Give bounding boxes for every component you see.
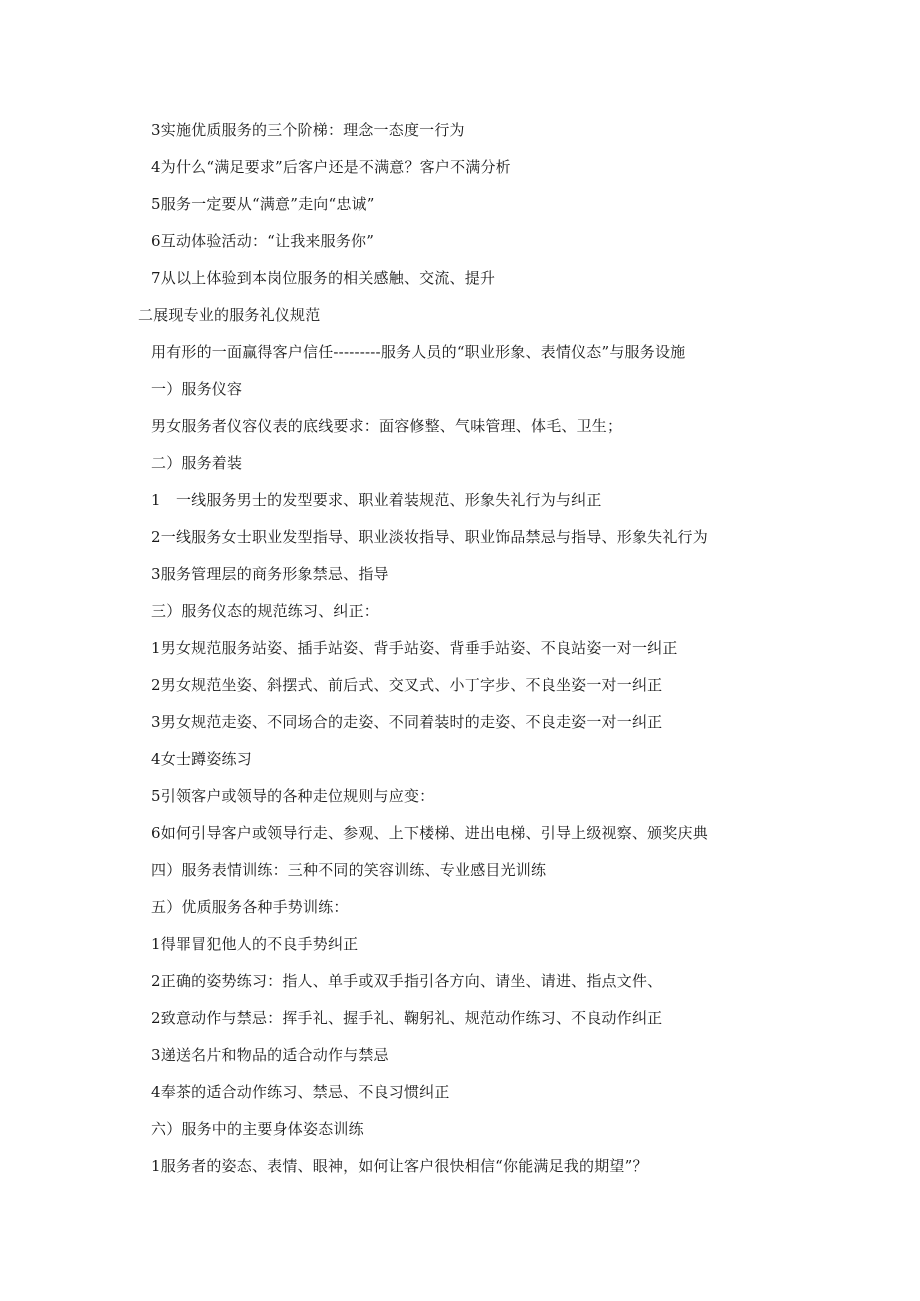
subsection-heading: 六）服务中的主要身体姿态训练 [151, 1120, 364, 1138]
text-line: 3递送名片和物品的适合动作与禁忌 [151, 1046, 389, 1064]
text-line: 3实施优质服务的三个阶梯：理念一态度一行为 [151, 121, 465, 139]
text-line: 1服务者的姿态、表情、眼神，如何让客户很快相信“你能满足我的期望”？ [151, 1157, 648, 1175]
text-line: 5引领客户或领导的各种走位规则与应变： [151, 787, 435, 805]
text-line: 2男女规范坐姿、斜摆式、前后式、交叉式、小丁字步、不良坐姿一对一纠正 [151, 676, 663, 694]
subsection-heading: 二）服务着装 [151, 454, 243, 472]
text-line: 4女士蹲姿练习 [151, 750, 252, 768]
text-line: 2一线服务女士职业发型指导、职业淡妆指导、职业饰品禁忌与指导、形象失礼行为 [151, 528, 708, 546]
text-line: 2致意动作与禁忌：挥手礼、握手礼、鞠躬礼、规范动作练习、不良动作纠正 [151, 1009, 663, 1027]
text-line: 1 一线服务男士的发型要求、职业着装规范、形象失礼行为与纠正 [151, 491, 602, 509]
text-line: 用有形的一面赢得客户信任---------服务人员的“职业形象、表情仪态”与服务设施 [151, 343, 686, 361]
text-line: 3男女规范走姿、不同场合的走姿、不同着装时的走姿、不良走姿一对一纠正 [151, 713, 663, 731]
text-line: 1男女规范服务站姿、插手站姿、背手站姿、背垂手站姿、不良站姿一对一纠正 [151, 639, 678, 657]
text-line: 7从以上体验到本岗位服务的相关感触、交流、提升 [151, 269, 496, 287]
text-line: 3服务管理层的商务形象禁忌、指导 [151, 565, 389, 583]
text-line: 6互动体验活动：“让我来服务你” [151, 232, 375, 250]
text-line: 4为什么“满足要求”后客户还是不满意？客户不满分析 [151, 158, 511, 176]
text-line: 4奉茶的适合动作练习、禁忌、不良习惯纠正 [151, 1083, 450, 1101]
text-line: 男女服务者仪容仪表的底线要求：面容修整、气味管理、体毛、卫生； [151, 417, 623, 435]
section-heading: 二展现专业的服务礼仪规范 [138, 306, 321, 324]
subsection-heading: 四）服务表情训练：三种不同的笑容训练、专业感目光训练 [151, 861, 547, 879]
text-line: 1得罪冒犯他人的不良手势纠正 [151, 935, 359, 953]
text-line: 5服务一定要从“满意”走向“忠诚” [151, 195, 375, 213]
subsection-heading: 三）服务仪态的规范练习、纠正： [151, 602, 380, 620]
text-line: 2正确的姿势练习：指人、单手或双手指引各方向、请坐、请进、指点文件、 [151, 972, 663, 990]
subsection-heading: 五）优质服务各种手势训练： [151, 898, 349, 916]
subsection-heading: 一）服务仪容 [151, 380, 243, 398]
text-line: 6如何引导客户或领导行走、参观、上下楼梯、进出电梯、引导上级视察、颁奖庆典 [151, 824, 708, 842]
